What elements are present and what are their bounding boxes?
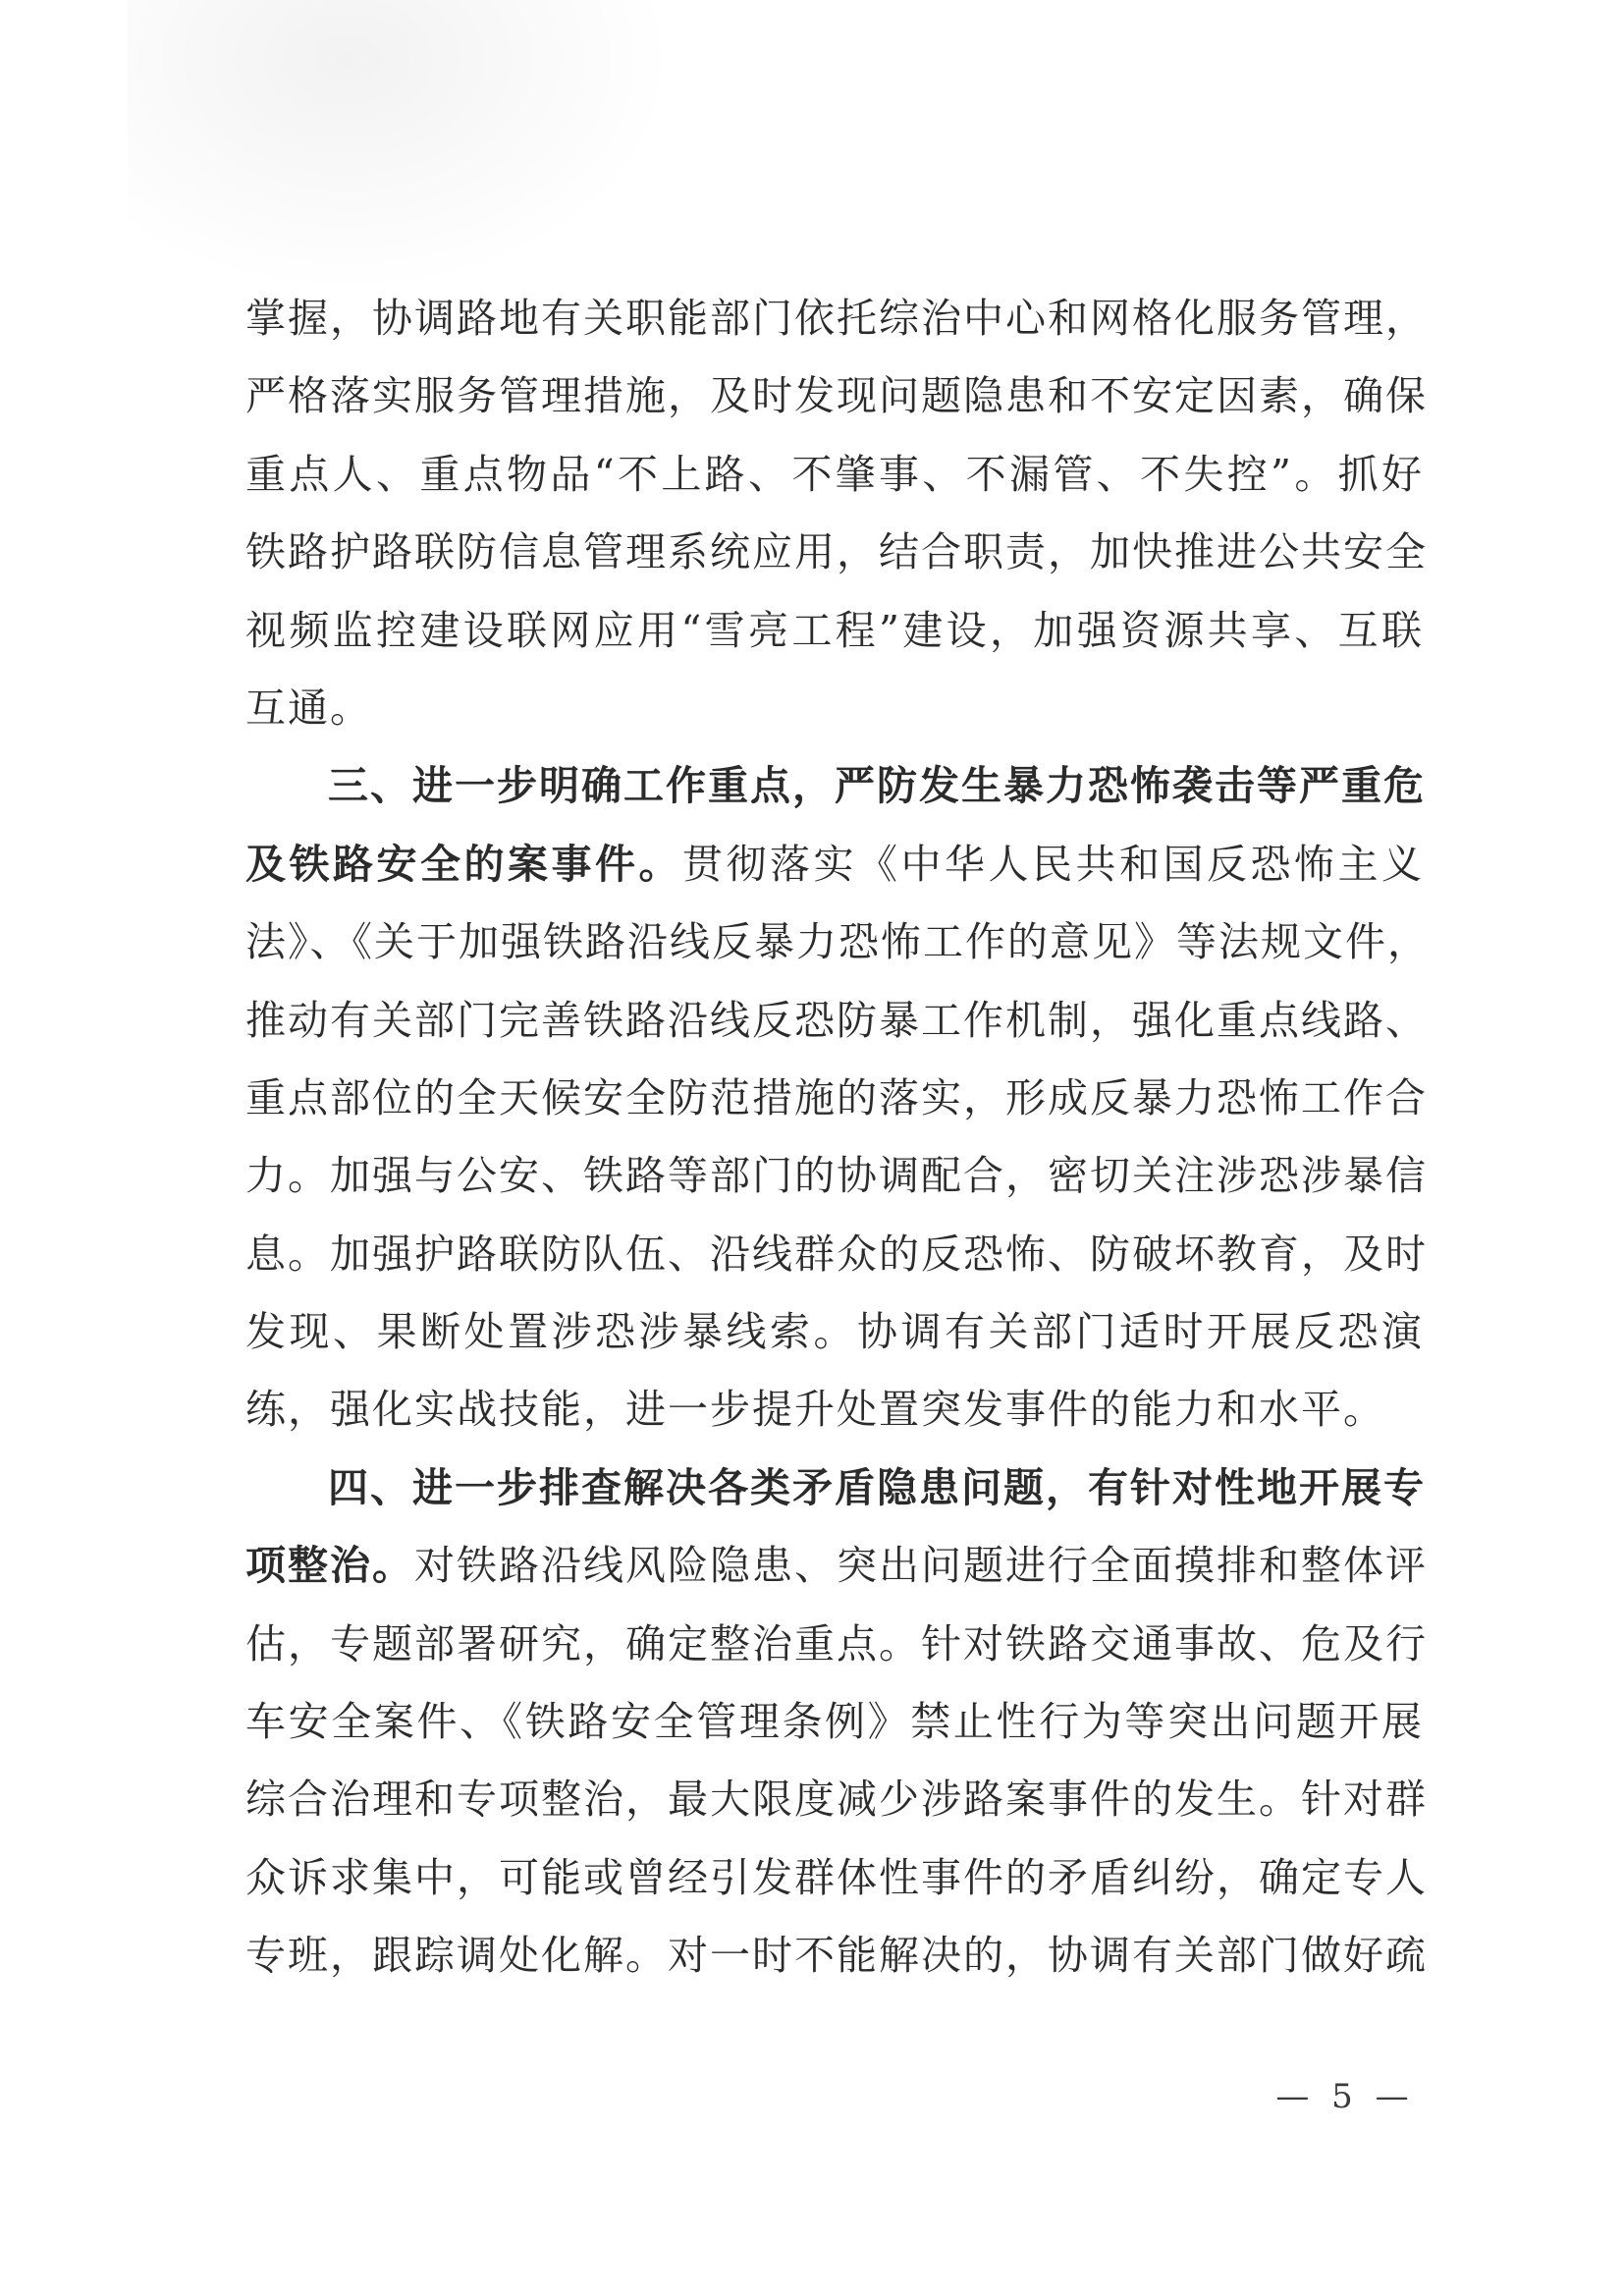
text-line: 息。加强护路联防队伍、沿线群众的反恐怖、防破坏教育，及时 [245, 1230, 1428, 1278]
text-line: 发现、果断处置涉恐涉暴线索。协调有关部门适时开展反恐演 [245, 1308, 1424, 1356]
text-line: 严格落实服务管理措施，及时发现问题隐患和不安定因素，确保 [245, 372, 1428, 420]
text-line: 法》、《关于加强铁路沿线反暴力恐怖工作的意见》等法规文件， [245, 918, 1430, 966]
page-number: — 5 — [1275, 2077, 1415, 2116]
text-line: 重点人、重点物品“不上路、不肇事、不漏管、不失控”。抓好 [245, 450, 1424, 498]
text-line: 互通。 [245, 683, 372, 732]
text-line: 众诉求集中，可能或曾经引发群体性事件的矛盾纠纷，确定专人 [245, 1853, 1428, 1901]
text-line: 掌握，协调路地有关职能部门依托综治中心和网格化服务管理， [245, 295, 1428, 342]
section-text: 贯彻落实《中华人民共和国反恐怖主义 [682, 840, 1424, 888]
scan-shadow [128, 0, 677, 295]
text-line: 练，强化实战技能，进一步提升处置突发事件的能力和水平。 [245, 1386, 1385, 1434]
text-line: 铁路护路联防信息管理系统应用，结合职责，加快推进公共安全 [245, 528, 1428, 576]
document-body [245, 280, 1430, 1995]
section-four [245, 1449, 1428, 1995]
text-line: 力。加强与公安、铁路等部门的协调配合，密切关注涉恐涉暴信 [245, 1152, 1428, 1200]
text-line: 综合治理和专项整治，最大限度减少涉路案事件的发生。针对群 [245, 1776, 1428, 1824]
text-line: 推动有关部门完善铁路沿线反恐防暴工作机制，强化重点线路、 [245, 996, 1428, 1044]
section-heading-tail: 及铁路安全的案事件。 [245, 840, 682, 888]
section-heading-tail: 项整治。 [245, 1542, 414, 1590]
section-heading: 四、进一步排查解决各类矛盾隐患问题，有针对性地开展专 [328, 1463, 1426, 1511]
paragraph-continuation [245, 280, 1428, 747]
text-line: 重点部位的全天候安全防范措施的落实，形成反暴力恐怖工作合 [245, 1073, 1428, 1121]
text-line: 视频监控建设联网应用“雪亮工程”建设，加强资源共享、互联 [245, 606, 1424, 654]
section-heading: 三、进一步明确工作重点，严防发生暴力恐怖袭击等严重危 [328, 762, 1426, 810]
text-line: 估，专题部署研究，确定整治重点。针对铁路交通事故、危及行 [245, 1619, 1428, 1667]
section-text: 对铁路沿线风险隐患、突出问题进行全面摸排和整体评 [414, 1542, 1428, 1590]
text-line [245, 1527, 1428, 1605]
text-line [245, 826, 1424, 903]
text-line: 专班，跟踪调处化解。对一时不能解决的，协调有关部门做好疏 [245, 1932, 1428, 1980]
text-line: 车安全案件、《铁路安全管理条例》禁止性行为等突出问题开展 [245, 1698, 1424, 1746]
section-three [245, 747, 1430, 1449]
